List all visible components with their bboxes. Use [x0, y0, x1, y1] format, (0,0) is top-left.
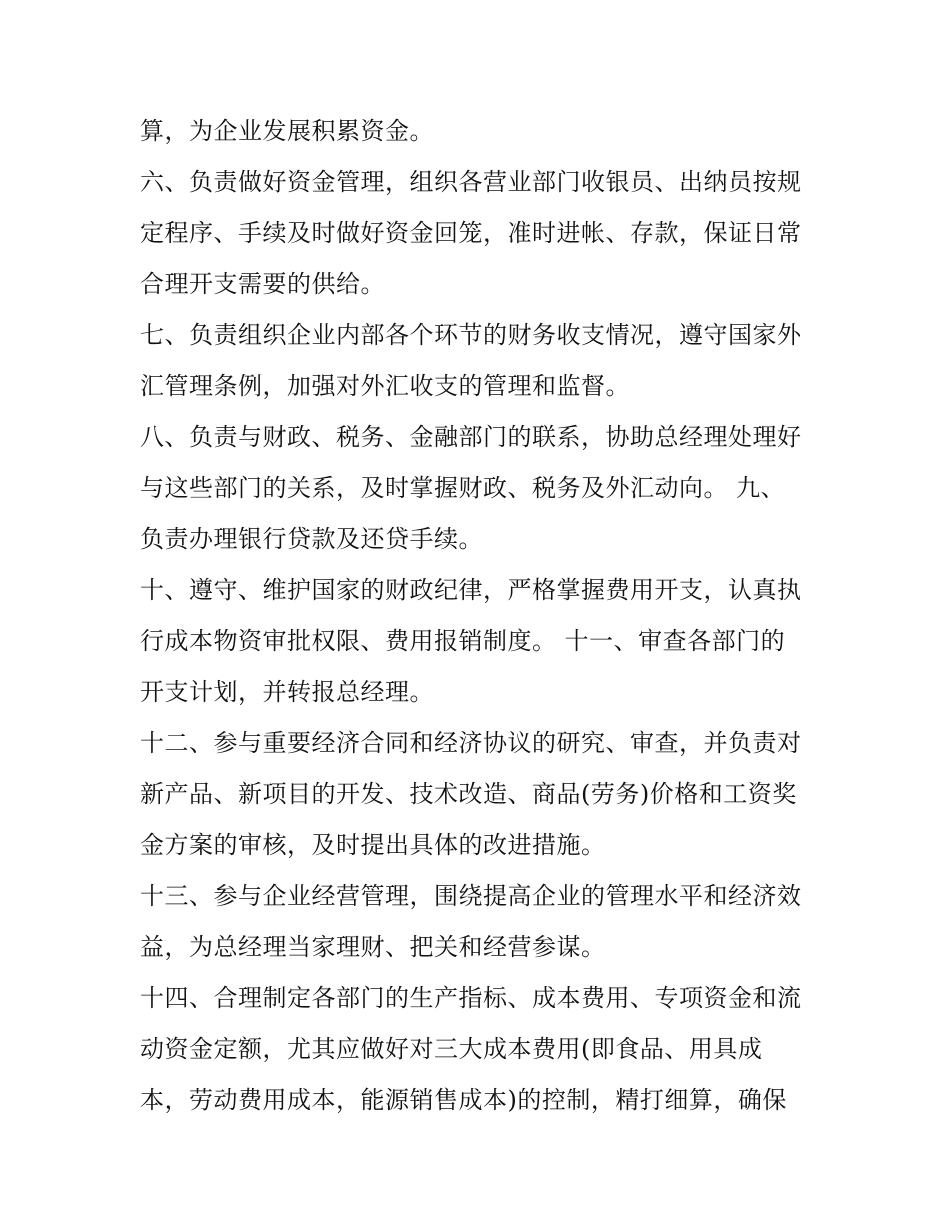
text-line: 行成本物资审批权限、费用报销制度。 十一、审查各部门的: [140, 627, 786, 655]
document-body: [140, 106, 820, 1126]
text-line: 十、遵守、维护国家的财政纪律，严格掌握费用开支，认真执: [140, 576, 802, 604]
text-line: 算，为企业发展积累资金。: [140, 117, 434, 145]
text-line: 六、负责做好资金管理，组织各营业部门收银员、出纳员按规: [140, 168, 802, 196]
text-line: 开支计划，并转报总经理。: [140, 678, 434, 706]
text-line: 十四、合理制定各部门的生产指标、成本费用、专项资金和流: [140, 984, 802, 1012]
text-line: 动资金定额，尤其应做好对三大成本费用(即食品、用具成: [140, 1035, 763, 1063]
text-line: 定程序、手续及时做好资金回笼，准时进帐、存款，保证日常: [140, 219, 802, 247]
text-line: 与这些部门的关系，及时掌握财政、税务及外汇动向。 九、: [140, 474, 786, 502]
text-line: 汇管理条例，加强对外汇收支的管理和监督。: [140, 372, 630, 400]
text-line: 八、负责与财政、税务、金融部门的联系，协助总经理处理好: [140, 423, 802, 451]
text-line: 益，为总经理当家理财、把关和经营参谋。: [140, 933, 606, 961]
text-line: 金方案的审核，及时提出具体的改进措施。: [140, 831, 606, 859]
text-line: 新产品、新项目的开发、技术改造、商品(劳务)价格和工资奖: [140, 780, 797, 808]
text-line: 合理开支需要的供给。: [140, 270, 385, 298]
text-line: 十二、参与重要经济合同和经济协议的研究、审查，并负责对: [140, 729, 802, 757]
text-line: 十三、参与企业经营管理，围绕提高企业的管理水平和经济效: [140, 882, 802, 910]
text-line: 七、负责组织企业内部各个环节的财务收支情况，遵守国家外: [140, 321, 802, 349]
text-line: 负责办理银行贷款及还贷手续。: [140, 525, 483, 553]
text-line: 本，劳动费用成本，能源销售成本)的控制，精打细算，确保: [140, 1086, 787, 1114]
